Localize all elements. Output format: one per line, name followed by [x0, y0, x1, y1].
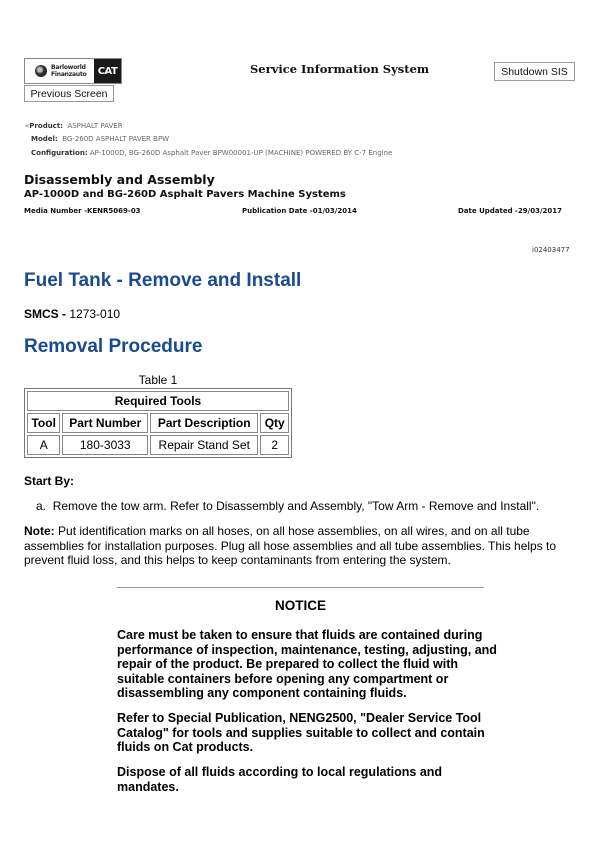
- model-value: BG-260D ASPHALT PAVER BPW: [62, 135, 170, 143]
- table-cell: Repair Stand Set: [150, 435, 258, 455]
- start-by-label: Start By:: [24, 474, 75, 488]
- table-cell: A: [27, 435, 60, 455]
- model-label: Model:: [31, 135, 58, 143]
- collapse-icon[interactable]: «: [25, 122, 30, 130]
- system-title: Service Information System: [250, 62, 430, 76]
- shutdown-sis-button[interactable]: Shutdown SIS: [494, 62, 575, 81]
- configuration-label: Configuration:: [31, 149, 88, 157]
- barloworld-text: [51, 64, 87, 78]
- publication-category: Disassembly and Assembly: [24, 172, 215, 187]
- table-header-row: [27, 413, 289, 433]
- note-text: Put identification marks on all hoses, on all hose assemblies, on all wires, and on all tube assemblies for installation purposes. Plug all hose assemblies and all tube assemblies. This helps to prevent fluid loss, and this helps to keep contaminants from entering the system.: [24, 524, 557, 567]
- publication-title: AP-1000D and BG-260D Asphalt Pavers Machine Systems: [24, 189, 346, 200]
- document-id: i02403477: [532, 246, 570, 254]
- smcs-value: 1273-010: [69, 307, 121, 321]
- column-header: Part Description: [150, 413, 258, 433]
- step-item: [36, 499, 539, 513]
- notice-paragraph: Care must be taken to ensure that fluids are contained during performance of inspection, maintenance, testing, adjusting, and repair of the product. Be prepared to collect the fluid with suitable containers before opening any compartment or disassembling any component containing fluids.: [117, 628, 497, 701]
- smcs-label: SMCS -: [24, 307, 66, 321]
- table-cell: 180-3033: [62, 435, 148, 455]
- notice-paragraph: Refer to Special Publication, NENG2500, "Dealer Service Tool Catalog" for tools and supplies suitable to collect and contain fluids on Cat products.: [117, 711, 485, 755]
- dealer-logo: [24, 58, 122, 84]
- notice-heading: NOTICE: [274, 598, 326, 613]
- table-caption: Table 1: [138, 373, 178, 387]
- smcs-code: [24, 307, 120, 321]
- configuration-value: AP-1000D, BG-260D Asphalt Paver BPW00001-UP (MACHINE) POWERED BY C-7 Engine: [89, 149, 393, 157]
- barloworld-logo: [25, 59, 94, 83]
- article-title: Fuel Tank - Remove and Install: [24, 270, 302, 291]
- cat-logo: CAT: [94, 59, 121, 83]
- logo-line2: Finanzauto: [51, 71, 87, 78]
- configuration-line: [31, 149, 392, 157]
- column-header: Qty: [260, 413, 289, 433]
- column-header: Part Number: [62, 413, 148, 433]
- column-header: Tool: [27, 413, 60, 433]
- model-line: [31, 135, 169, 143]
- logo-line1: Barloworld: [51, 64, 86, 71]
- table-title: Required Tools: [27, 391, 289, 411]
- previous-screen-button[interactable]: Previous Screen: [24, 85, 114, 102]
- step-text: Remove the tow arm. Refer to Disassembly and Assembly, "Tow Arm - Remove and Install".: [52, 499, 540, 513]
- section-title: Removal Procedure: [24, 336, 203, 357]
- divider: [117, 587, 484, 588]
- product-line: [25, 122, 123, 130]
- product-value: ASPHALT PAVER: [67, 122, 123, 130]
- required-tools-table: [24, 388, 292, 458]
- publication-date: Publication Date -01/03/2014: [242, 207, 357, 215]
- product-label: Product:: [29, 122, 63, 130]
- table-row: [27, 435, 289, 455]
- step-marker: a.: [36, 499, 47, 513]
- note: [24, 524, 572, 568]
- table-cell: 2: [260, 435, 289, 455]
- globe-icon: [35, 65, 47, 77]
- date-updated: Date Updated -29/03/2017: [458, 207, 563, 215]
- media-number: Media Number -KENR5069-03: [24, 207, 141, 215]
- note-label: Note:: [24, 524, 55, 538]
- notice-paragraph: Dispose of all fluids according to local regulations and mandates.: [117, 765, 443, 794]
